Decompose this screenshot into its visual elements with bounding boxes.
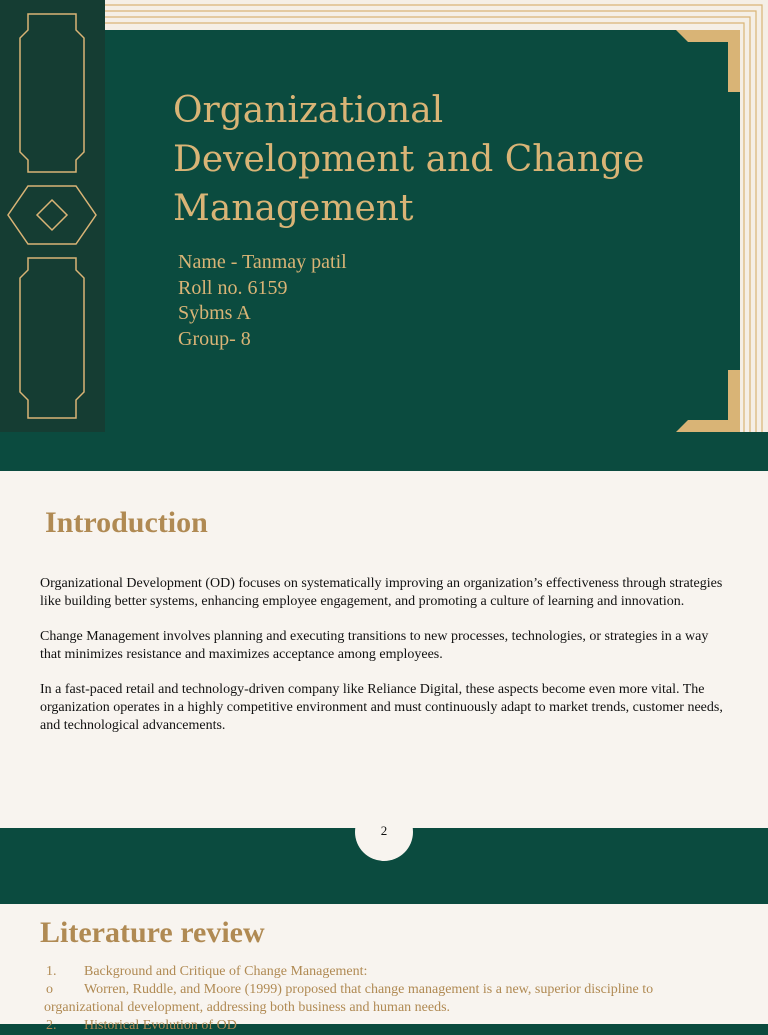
ornament-icon [0, 0, 105, 432]
author-name: Name - Tanmay patil [178, 251, 347, 273]
literature-list [46, 963, 726, 1035]
class-name: Sybms A [178, 302, 251, 324]
list-text: Worren, Ruddle, and Moore (1999) proposed that change management is a new, superior discipline to [84, 982, 654, 997]
introduction-body [40, 575, 730, 752]
list-item [46, 1017, 726, 1035]
page-number: 2 [380, 823, 388, 838]
intro-paragraph: Change Management involves planning and executing transitions to new processes, technologies, or strategies in a way that minimizes resistance and maximizes acceptance among employees. [40, 629, 709, 662]
list-item [44, 999, 726, 1017]
list-text: organizational development, addressing both business and human needs. [44, 1000, 451, 1015]
list-item [46, 981, 726, 999]
group-number: Group- 8 [178, 327, 251, 350]
title-slide [0, 0, 768, 432]
list-item [46, 963, 726, 981]
literature-heading: Literature review [40, 916, 265, 949]
presentation-title: Organizational Development and Change Management [173, 90, 645, 229]
list-text: Background and Critique of Change Management: [84, 964, 368, 979]
list-marker: 2. [46, 1018, 57, 1033]
list-text: Historical Evolution of OD [84, 1018, 237, 1033]
left-ornament-panel [0, 0, 105, 432]
list-marker: 1. [46, 964, 57, 979]
intro-paragraph: In a fast-paced retail and technology-driven company like Reliance Digital, these aspects become even more vital. The organization operates in a highly competitive environment and must continuously adapt to market trends, customer needs, and technological advancements. [40, 682, 723, 733]
introduction-heading: Introduction [45, 506, 208, 539]
roll-number: Roll no. 6159 [178, 276, 288, 299]
intro-paragraph: Organizational Development (OD) focuses on systematically improving an organization’s effectiveness through strategies like building better systems, enhancing employee engagement, and promoting a culture of learning and innovation. [40, 576, 723, 609]
author-info [178, 250, 347, 352]
slide-notch [0, 462, 768, 494]
list-marker: o [46, 982, 53, 997]
